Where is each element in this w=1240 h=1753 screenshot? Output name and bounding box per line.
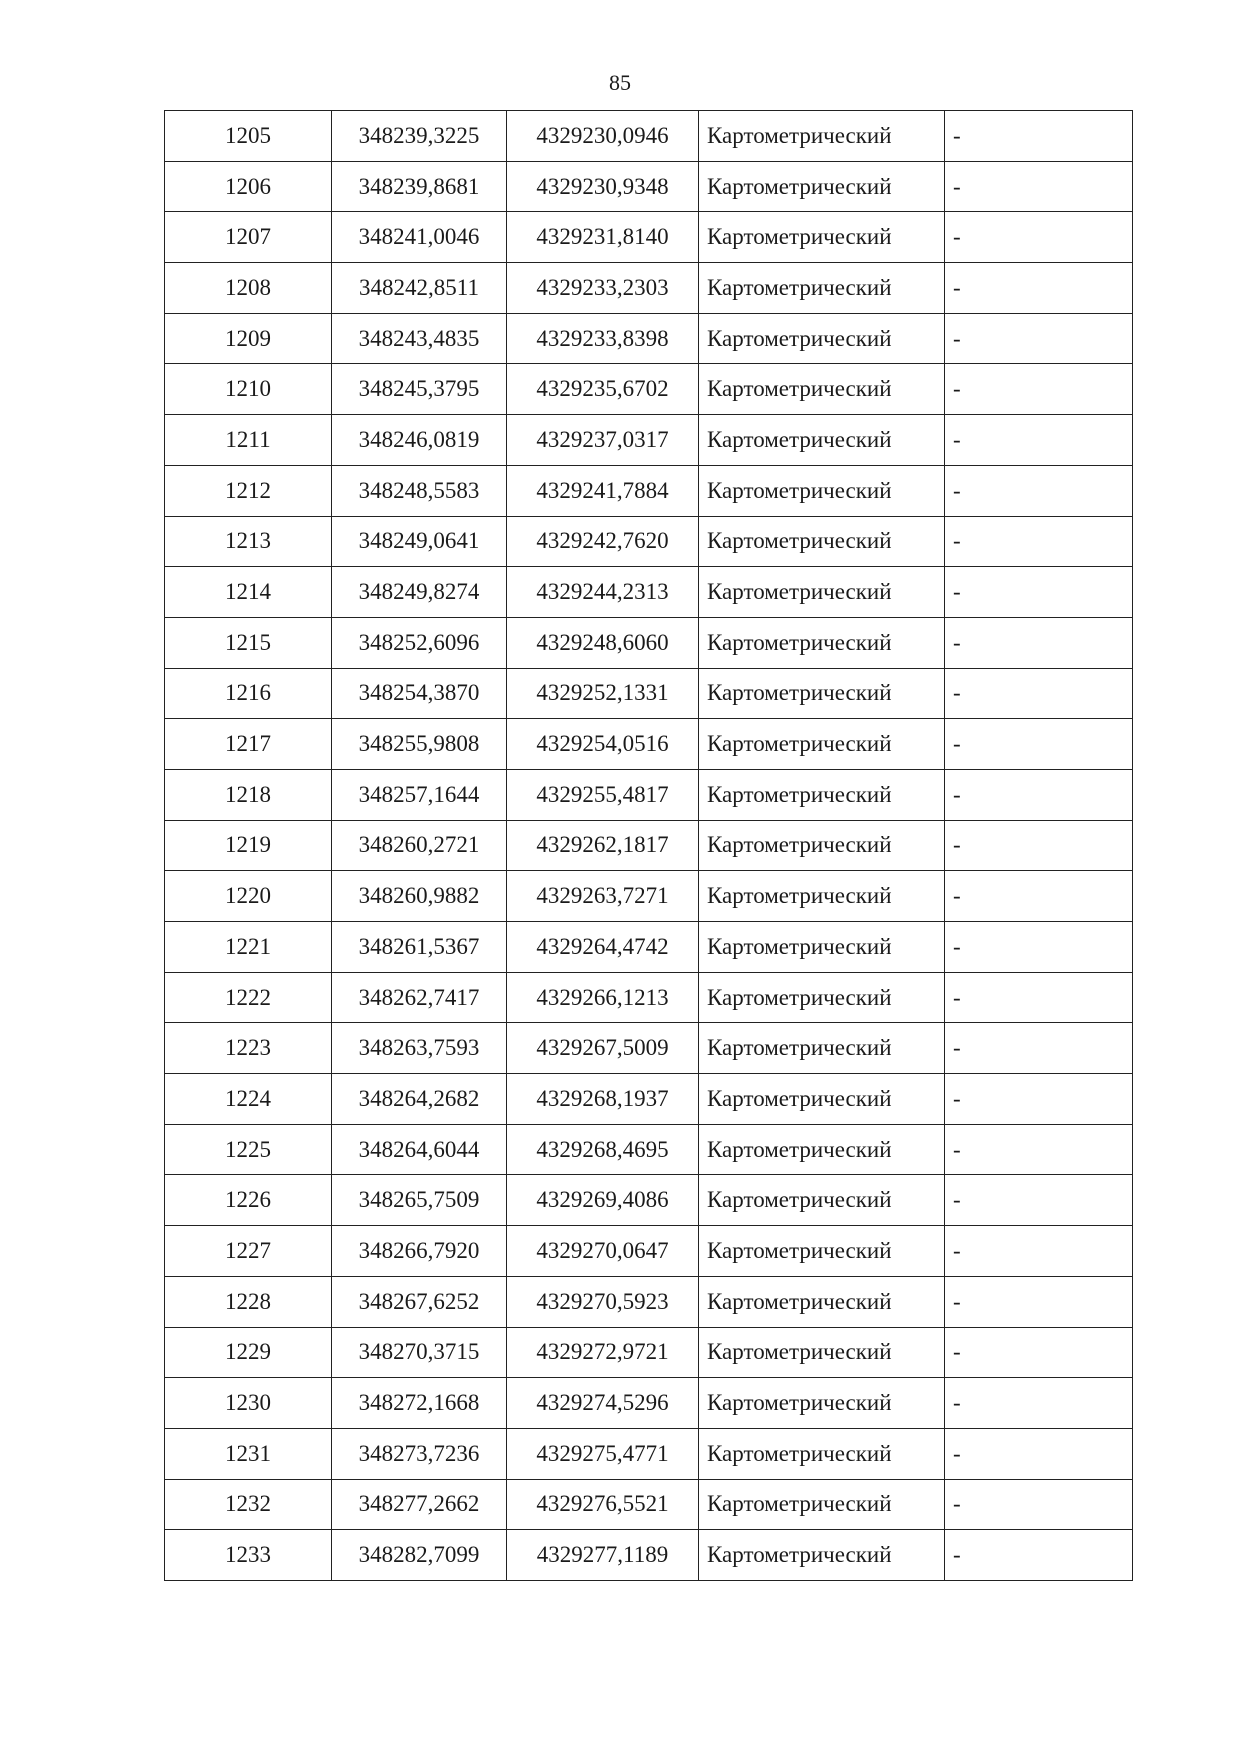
table-row — [165, 1327, 1133, 1378]
note-cell: - — [945, 1530, 1133, 1581]
y-coordinate-cell: 4329230,0946 — [507, 111, 699, 162]
table-row — [165, 922, 1133, 973]
note-cell: - — [945, 1428, 1133, 1479]
note-cell: - — [945, 1226, 1133, 1277]
x-coordinate-cell: 348266,7920 — [332, 1226, 507, 1277]
table-row — [165, 769, 1133, 820]
x-coordinate-cell: 348242,8511 — [332, 263, 507, 314]
x-coordinate-cell: 348239,3225 — [332, 111, 507, 162]
note-cell: - — [945, 1479, 1133, 1530]
x-coordinate-cell: 348255,9808 — [332, 719, 507, 770]
table-row — [165, 820, 1133, 871]
y-coordinate-cell: 4329235,6702 — [507, 364, 699, 415]
method-cell: Картометрический — [699, 1124, 945, 1175]
y-coordinate-cell: 4329272,9721 — [507, 1327, 699, 1378]
note-cell: - — [945, 871, 1133, 922]
note-cell: - — [945, 1074, 1133, 1125]
table-row — [165, 263, 1133, 314]
note-cell: - — [945, 1124, 1133, 1175]
point-number-cell: 1208 — [165, 263, 332, 314]
method-cell: Картометрический — [699, 617, 945, 668]
method-cell: Картометрический — [699, 668, 945, 719]
note-cell: - — [945, 1327, 1133, 1378]
point-number-cell: 1206 — [165, 161, 332, 212]
y-coordinate-cell: 4329264,4742 — [507, 922, 699, 973]
method-cell: Картометрический — [699, 1530, 945, 1581]
method-cell: Картометрический — [699, 1479, 945, 1530]
x-coordinate-cell: 348252,6096 — [332, 617, 507, 668]
y-coordinate-cell: 4329268,1937 — [507, 1074, 699, 1125]
method-cell: Картометрический — [699, 1378, 945, 1429]
method-cell: Картометрический — [699, 1276, 945, 1327]
y-coordinate-cell: 4329269,4086 — [507, 1175, 699, 1226]
y-coordinate-cell: 4329270,0647 — [507, 1226, 699, 1277]
method-cell: Картометрический — [699, 111, 945, 162]
y-coordinate-cell: 4329248,6060 — [507, 617, 699, 668]
method-cell: Картометрический — [699, 1074, 945, 1125]
note-cell: - — [945, 111, 1133, 162]
note-cell: - — [945, 212, 1133, 263]
x-coordinate-cell: 348260,9882 — [332, 871, 507, 922]
table-row — [165, 617, 1133, 668]
y-coordinate-cell: 4329275,4771 — [507, 1428, 699, 1479]
y-coordinate-cell: 4329237,0317 — [507, 415, 699, 466]
table-row — [165, 1124, 1133, 1175]
method-cell: Картометрический — [699, 1428, 945, 1479]
method-cell: Картометрический — [699, 1327, 945, 1378]
method-cell: Картометрический — [699, 415, 945, 466]
method-cell: Картометрический — [699, 1175, 945, 1226]
point-number-cell: 1232 — [165, 1479, 332, 1530]
method-cell: Картометрический — [699, 161, 945, 212]
point-number-cell: 1217 — [165, 719, 332, 770]
table-row — [165, 415, 1133, 466]
method-cell: Картометрический — [699, 719, 945, 770]
note-cell: - — [945, 516, 1133, 567]
x-coordinate-cell: 348249,8274 — [332, 567, 507, 618]
note-cell: - — [945, 1023, 1133, 1074]
table-row — [165, 212, 1133, 263]
note-cell: - — [945, 972, 1133, 1023]
point-number-cell: 1219 — [165, 820, 332, 871]
point-number-cell: 1210 — [165, 364, 332, 415]
y-coordinate-cell: 4329267,5009 — [507, 1023, 699, 1074]
table-row — [165, 1428, 1133, 1479]
point-number-cell: 1229 — [165, 1327, 332, 1378]
x-coordinate-cell: 348245,3795 — [332, 364, 507, 415]
x-coordinate-cell: 348257,1644 — [332, 769, 507, 820]
y-coordinate-cell: 4329231,8140 — [507, 212, 699, 263]
y-coordinate-cell: 4329262,1817 — [507, 820, 699, 871]
point-number-cell: 1216 — [165, 668, 332, 719]
x-coordinate-cell: 348262,7417 — [332, 972, 507, 1023]
x-coordinate-cell: 348282,7099 — [332, 1530, 507, 1581]
point-number-cell: 1205 — [165, 111, 332, 162]
point-number-cell: 1214 — [165, 567, 332, 618]
table-row — [165, 1074, 1133, 1125]
method-cell: Картометрический — [699, 1023, 945, 1074]
x-coordinate-cell: 348261,5367 — [332, 922, 507, 973]
note-cell: - — [945, 769, 1133, 820]
note-cell: - — [945, 1378, 1133, 1429]
note-cell: - — [945, 415, 1133, 466]
table-row — [165, 1226, 1133, 1277]
method-cell: Картометрический — [699, 567, 945, 618]
table-row — [165, 364, 1133, 415]
x-coordinate-cell: 348265,7509 — [332, 1175, 507, 1226]
y-coordinate-cell: 4329266,1213 — [507, 972, 699, 1023]
method-cell: Картометрический — [699, 820, 945, 871]
point-number-cell: 1212 — [165, 465, 332, 516]
table-row — [165, 567, 1133, 618]
table-row — [165, 1530, 1133, 1581]
method-cell: Картометрический — [699, 972, 945, 1023]
note-cell: - — [945, 263, 1133, 314]
y-coordinate-cell: 4329252,1331 — [507, 668, 699, 719]
y-coordinate-cell: 4329274,5296 — [507, 1378, 699, 1429]
method-cell: Картометрический — [699, 769, 945, 820]
y-coordinate-cell: 4329268,4695 — [507, 1124, 699, 1175]
point-number-cell: 1211 — [165, 415, 332, 466]
table-row — [165, 719, 1133, 770]
y-coordinate-cell: 4329254,0516 — [507, 719, 699, 770]
point-number-cell: 1220 — [165, 871, 332, 922]
note-cell: - — [945, 922, 1133, 973]
method-cell: Картометрический — [699, 922, 945, 973]
x-coordinate-cell: 348264,6044 — [332, 1124, 507, 1175]
x-coordinate-cell: 348241,0046 — [332, 212, 507, 263]
y-coordinate-cell: 4329270,5923 — [507, 1276, 699, 1327]
table-row — [165, 871, 1133, 922]
point-number-cell: 1218 — [165, 769, 332, 820]
point-number-cell: 1222 — [165, 972, 332, 1023]
x-coordinate-cell: 348263,7593 — [332, 1023, 507, 1074]
point-number-cell: 1225 — [165, 1124, 332, 1175]
table-row — [165, 972, 1133, 1023]
x-coordinate-cell: 348277,2662 — [332, 1479, 507, 1530]
table-row — [165, 111, 1133, 162]
method-cell: Картометрический — [699, 364, 945, 415]
note-cell: - — [945, 465, 1133, 516]
method-cell: Картометрический — [699, 263, 945, 314]
point-number-cell: 1213 — [165, 516, 332, 567]
x-coordinate-cell: 348273,7236 — [332, 1428, 507, 1479]
y-coordinate-cell: 4329241,7884 — [507, 465, 699, 516]
point-number-cell: 1228 — [165, 1276, 332, 1327]
note-cell: - — [945, 161, 1133, 212]
point-number-cell: 1215 — [165, 617, 332, 668]
x-coordinate-cell: 348249,0641 — [332, 516, 507, 567]
page-number: 85 — [609, 70, 631, 95]
coordinates-table — [164, 110, 1133, 1581]
x-coordinate-cell: 348260,2721 — [332, 820, 507, 871]
table-row — [165, 1023, 1133, 1074]
method-cell: Картометрический — [699, 516, 945, 567]
x-coordinate-cell: 348264,2682 — [332, 1074, 507, 1125]
y-coordinate-cell: 4329230,9348 — [507, 161, 699, 212]
x-coordinate-cell: 348272,1668 — [332, 1378, 507, 1429]
table-row — [165, 313, 1133, 364]
y-coordinate-cell: 4329255,4817 — [507, 769, 699, 820]
point-number-cell: 1226 — [165, 1175, 332, 1226]
point-number-cell: 1209 — [165, 313, 332, 364]
table-row — [165, 516, 1133, 567]
x-coordinate-cell: 348243,4835 — [332, 313, 507, 364]
point-number-cell: 1221 — [165, 922, 332, 973]
table-row — [165, 465, 1133, 516]
table-row — [165, 1276, 1133, 1327]
table-row — [165, 1378, 1133, 1429]
x-coordinate-cell: 348267,6252 — [332, 1276, 507, 1327]
note-cell: - — [945, 820, 1133, 871]
method-cell: Картометрический — [699, 465, 945, 516]
method-cell: Картометрический — [699, 871, 945, 922]
x-coordinate-cell: 348246,0819 — [332, 415, 507, 466]
method-cell: Картометрический — [699, 1226, 945, 1277]
y-coordinate-cell: 4329277,1189 — [507, 1530, 699, 1581]
point-number-cell: 1223 — [165, 1023, 332, 1074]
point-number-cell: 1230 — [165, 1378, 332, 1429]
point-number-cell: 1227 — [165, 1226, 332, 1277]
note-cell: - — [945, 364, 1133, 415]
note-cell: - — [945, 1175, 1133, 1226]
point-number-cell: 1233 — [165, 1530, 332, 1581]
method-cell: Картометрический — [699, 313, 945, 364]
table-row — [165, 1479, 1133, 1530]
table-body — [165, 111, 1133, 1581]
point-number-cell: 1224 — [165, 1074, 332, 1125]
note-cell: - — [945, 567, 1133, 618]
y-coordinate-cell: 4329263,7271 — [507, 871, 699, 922]
note-cell: - — [945, 668, 1133, 719]
table-row — [165, 161, 1133, 212]
note-cell: - — [945, 313, 1133, 364]
x-coordinate-cell: 348239,8681 — [332, 161, 507, 212]
y-coordinate-cell: 4329233,8398 — [507, 313, 699, 364]
point-number-cell: 1231 — [165, 1428, 332, 1479]
y-coordinate-cell: 4329242,7620 — [507, 516, 699, 567]
x-coordinate-cell: 348270,3715 — [332, 1327, 507, 1378]
x-coordinate-cell: 348254,3870 — [332, 668, 507, 719]
y-coordinate-cell: 4329244,2313 — [507, 567, 699, 618]
table-row — [165, 668, 1133, 719]
note-cell: - — [945, 719, 1133, 770]
method-cell: Картометрический — [699, 212, 945, 263]
note-cell: - — [945, 1276, 1133, 1327]
note-cell: - — [945, 617, 1133, 668]
x-coordinate-cell: 348248,5583 — [332, 465, 507, 516]
point-number-cell: 1207 — [165, 212, 332, 263]
y-coordinate-cell: 4329233,2303 — [507, 263, 699, 314]
y-coordinate-cell: 4329276,5521 — [507, 1479, 699, 1530]
table-row — [165, 1175, 1133, 1226]
